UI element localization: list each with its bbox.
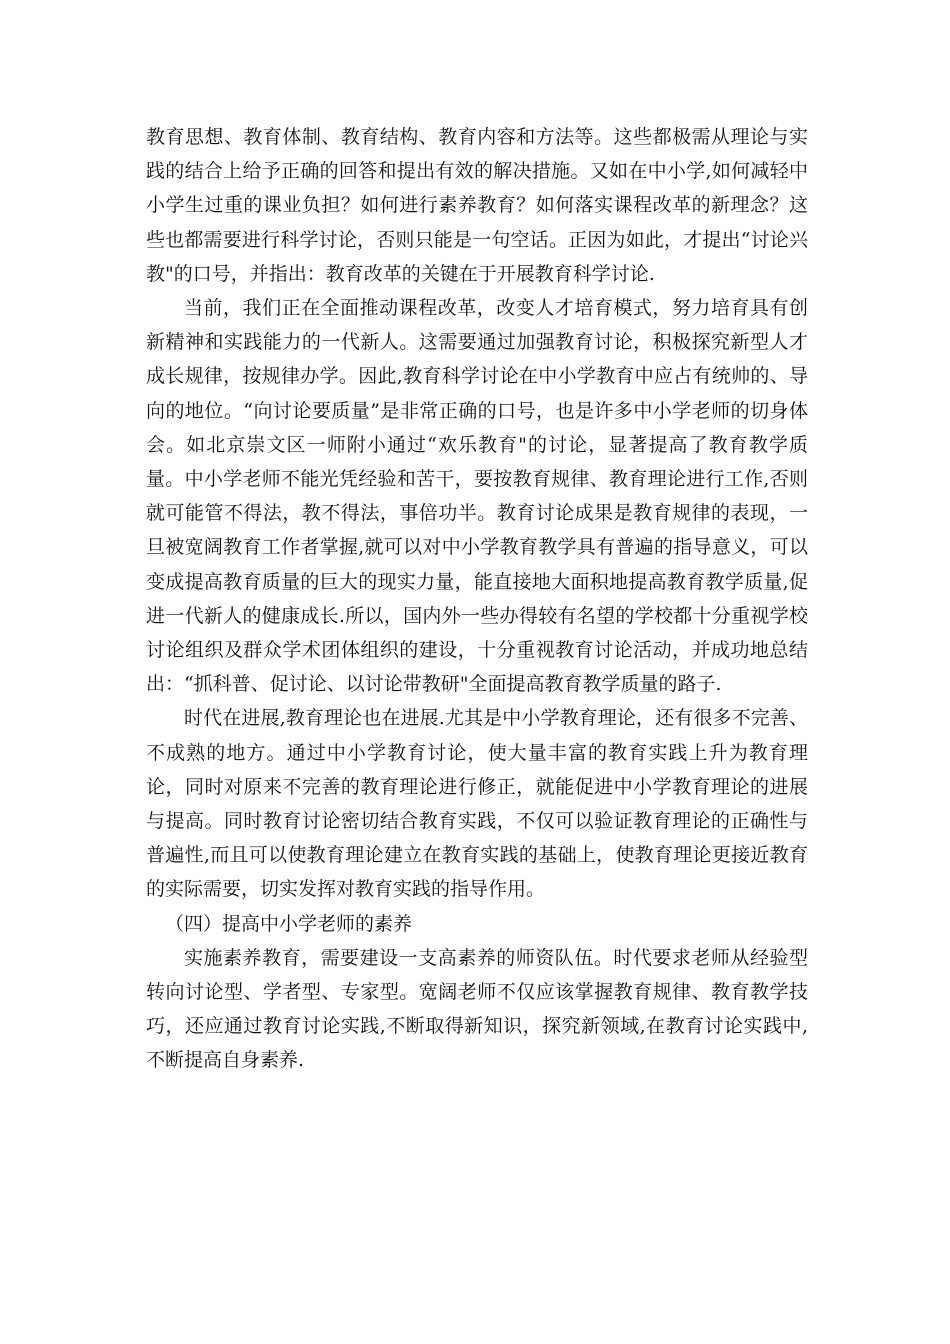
paragraph-1: 教育思想、教育体制、教育结构、教育内容和方法等。这些都极需从理论与实践的结合上给予正确的回答和提出有效的解决措施。又如在中小学,如何减轻中小学生过重的课业负担？如何进行素养教育？如何落实课程改革的新理念？这些也都需要进行科学讨论，否则只能是一句空话。正因为如此，才提出“讨论兴教"的口号，并指出：教育改革的关键在于开展教育科学讨论. xyxy=(146,126,808,285)
paragraph-4: 实施素养教育，需要建设一支高素养的师资队伍。时代要求老师从经验型转向讨论型、学者型、专家型。宽阔老师不仅应该掌握教育规律、教育教学技巧，还应通过教育讨论实践,不断取得新知识，探究新领域,在教育讨论实践中,不断提高自身素养. xyxy=(146,946,808,1072)
paragraph-3: 时代在进展,教育理论也在进展.尤其是中小学教育理论，还有很多不完善、不成熟的地方。通过中小学教育讨论，使大量丰富的教育实践上升为教育理论，同时对原来不完善的教育理论进行修正，就能促进中小学教育理论的进展与提高。同时教育讨论密切结合教育实践，不仅可以验证教育理论的正确性与普遍性,而且可以使教育理论建立在教育实践的基础上，使教育理论更接近教育的实际需要，切实发挥对教育实践的指导作用。 xyxy=(146,707,808,901)
document-page xyxy=(146,120,808,1078)
section-heading: （四）提高中小学老师的素养 xyxy=(165,912,413,935)
paragraph-2: 当前，我们正在全面推动课程改革，改变人才培育模式，努力培育具有创新精神和实践能力的一代新人。这需要通过加强教育讨论，积极探究新型人才成长规律，按规律办学。因此,教育科学讨论在中小学教育中应占有统帅的、导向的地位。“向讨论要质量”是非常正确的口号，也是许多中小学老师的切身体会。如北京崇文区一师附小通过“欢乐教育"的讨论，显著提高了教育教学质量。中小学老师不能光凭经验和苦干，要按教育规律、教育理论进行工作,否则就可能管不得法，教不得法，事倍功半。教育讨论成果是教育规律的表现，一旦被宽阔教育工作者掌握,就可以对中小学教育教学具有普遍的指导意义，可以变成提高教育质量的巨大的现实力量，能直接地大面积地提高教育教学质量,促进一代新人的健康成长.所以，国内外一些办得较有名望的学校都十分重视学校讨论组织及群众学术团体组织的建设，十分重视教育讨论活动，并成功地总结出：“抓科普、促讨论、以讨论带教研"全面提高教育教学质量的路子. xyxy=(146,297,808,696)
